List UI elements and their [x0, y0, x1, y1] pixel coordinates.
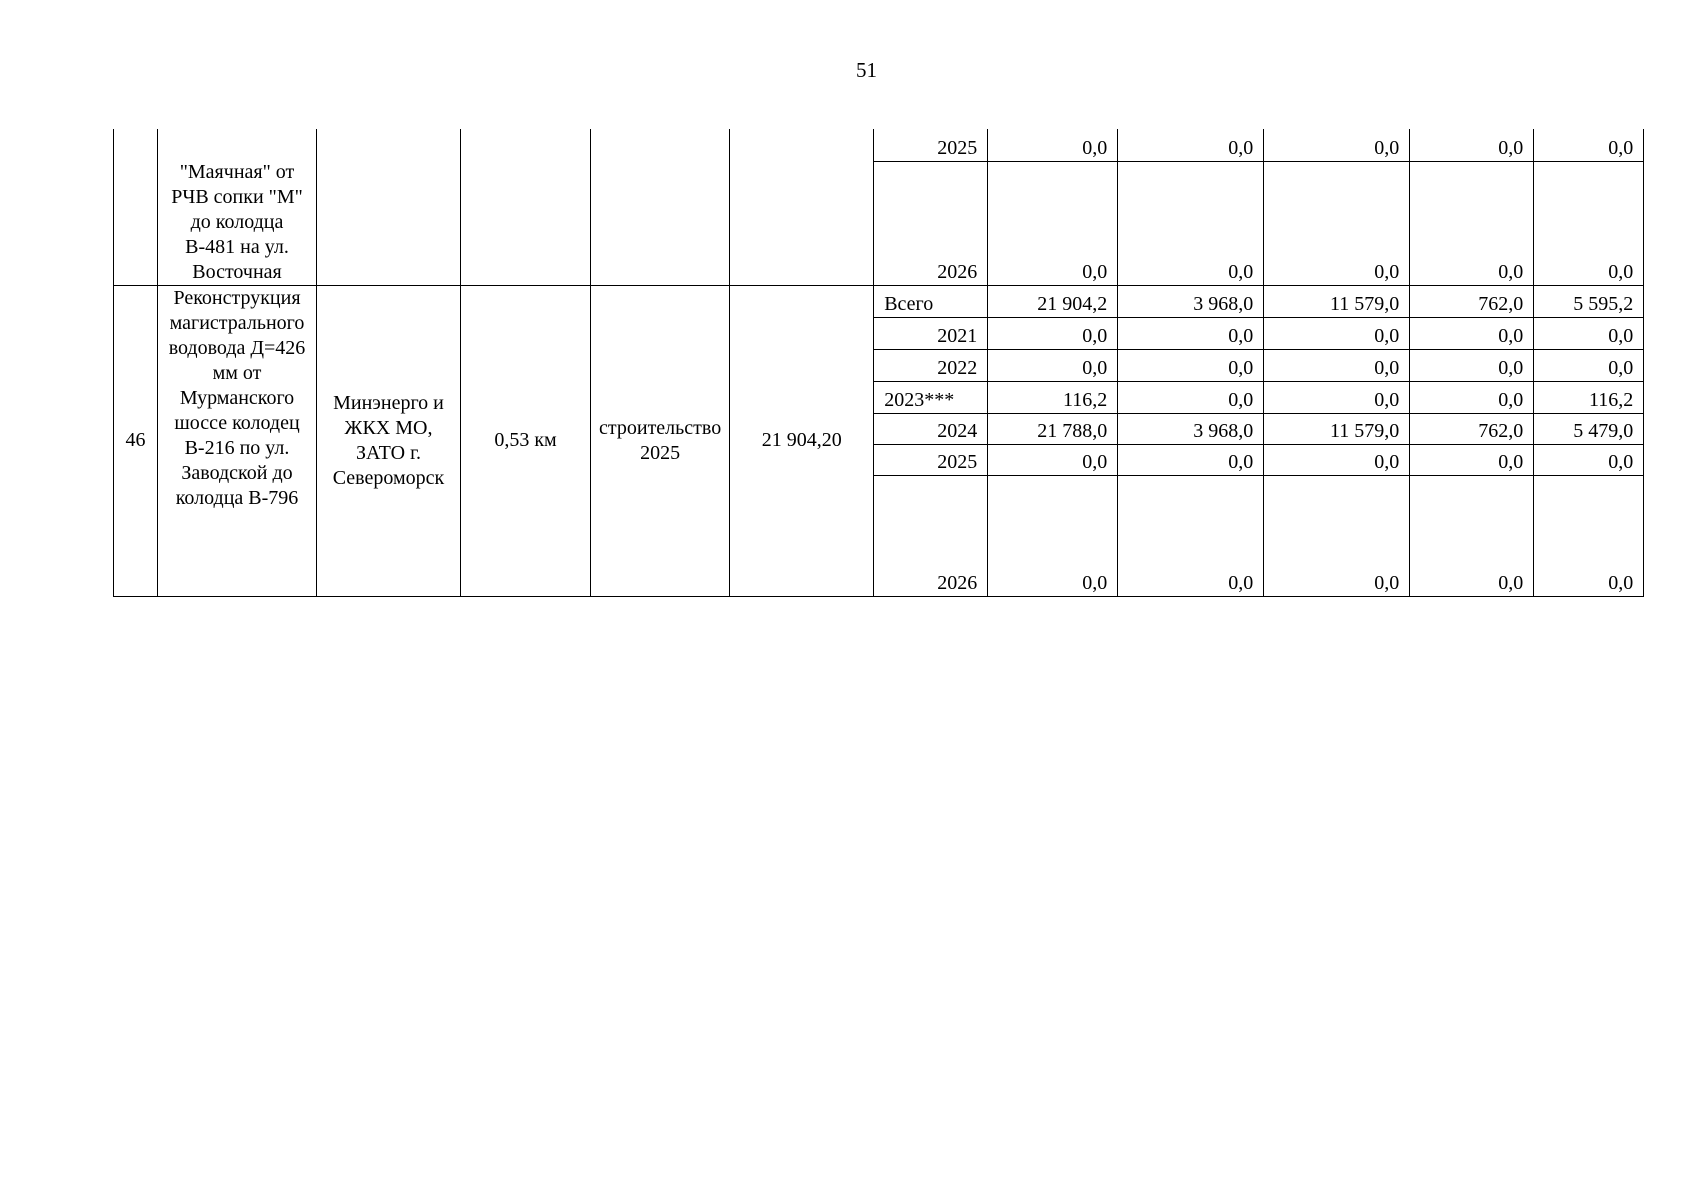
value-cell: 0,0 [1534, 129, 1644, 161]
object-name-cell [158, 285, 317, 596]
total-cell: 21 904,2 [988, 285, 1118, 317]
capacity-cell: 0,53 км [461, 285, 591, 596]
value-cell: 0,0 [1118, 317, 1264, 349]
row-number-cell [114, 129, 158, 285]
value-cell: 0,0 [1118, 129, 1264, 161]
value-cell: 0,0 [1410, 475, 1534, 596]
year-cell: Всего [874, 285, 988, 317]
value-cell: 0,0 [1534, 475, 1644, 596]
value-cell: 0,0 [1410, 349, 1534, 381]
value-cell: 11 579,0 [1264, 413, 1410, 444]
value-cell: 0,0 [1118, 475, 1264, 596]
year-cell: 2022 [874, 349, 988, 381]
value-cell: 0,0 [1534, 161, 1644, 285]
work-type-cell: строительство 2025 [591, 285, 730, 596]
year-cell: 2024 [874, 413, 988, 444]
year-cell: 2021 [874, 317, 988, 349]
value-cell: 0,0 [1118, 381, 1264, 413]
table-row [114, 129, 1644, 161]
value-cell: 0,0 [1264, 349, 1410, 381]
total-cell: 0,0 [988, 317, 1118, 349]
year-cell: 2023*** [874, 381, 988, 413]
value-cell: 0,0 [1534, 444, 1644, 475]
value-cell: 5 479,0 [1534, 413, 1644, 444]
total-cell: 0,0 [988, 161, 1118, 285]
object-name: "Маячная" от РЧВ сопки "М" до колодца В-481 на ул. Восточная [171, 160, 303, 283]
year-cell: 2026 [874, 475, 988, 596]
value-cell: 3 968,0 [1118, 413, 1264, 444]
value-cell: 0,0 [1410, 444, 1534, 475]
value-cell: 762,0 [1410, 285, 1534, 317]
value-cell: 0,0 [1534, 317, 1644, 349]
investment-table [113, 129, 1644, 597]
value-cell: 0,0 [1118, 444, 1264, 475]
value-cell: 0,0 [1118, 161, 1264, 285]
value-cell: 0,0 [1410, 381, 1534, 413]
work-type-cell [591, 129, 730, 285]
total-cell: 0,0 [988, 129, 1118, 161]
capacity-cell [461, 129, 591, 285]
total-cell: 0,0 [988, 475, 1118, 596]
value-cell: 5 595,2 [1534, 285, 1644, 317]
object-name: Реконструкция магистрального водовода Д=426 мм от Мурманского шоссе колодец В-216 по ул. Заводской до колодца В-796 [168, 286, 306, 509]
total-cell: 21 788,0 [988, 413, 1118, 444]
value-cell: 0,0 [1534, 349, 1644, 381]
table-row [114, 285, 1644, 317]
value-cell: 3 968,0 [1118, 285, 1264, 317]
value-cell: 0,0 [1264, 381, 1410, 413]
value-cell: 0,0 [1264, 475, 1410, 596]
value-cell: 0,0 [1264, 129, 1410, 161]
cost-cell: 21 904,20 [730, 285, 874, 596]
value-cell: 11 579,0 [1264, 285, 1410, 317]
cost-cell [730, 129, 874, 285]
value-cell: 762,0 [1410, 413, 1534, 444]
total-cell: 116,2 [988, 381, 1118, 413]
value-cell: 0,0 [1264, 317, 1410, 349]
row-number-cell: 46 [114, 285, 158, 596]
value-cell: 0,0 [1264, 161, 1410, 285]
value-cell: 0,0 [1118, 349, 1264, 381]
customer-cell: Минэнерго и ЖКХ МО, ЗАТО г. Североморск [317, 285, 461, 596]
page-number: 51 [856, 58, 877, 82]
value-cell: 116,2 [1534, 381, 1644, 413]
customer-cell [317, 129, 461, 285]
object-name-cell [158, 129, 317, 285]
year-cell: 2025 [874, 444, 988, 475]
total-cell: 0,0 [988, 349, 1118, 381]
value-cell: 0,0 [1410, 317, 1534, 349]
value-cell: 0,0 [1410, 161, 1534, 285]
year-cell: 2025 [874, 129, 988, 161]
value-cell: 0,0 [1264, 444, 1410, 475]
year-cell: 2026 [874, 161, 988, 285]
total-cell: 0,0 [988, 444, 1118, 475]
value-cell: 0,0 [1410, 129, 1534, 161]
